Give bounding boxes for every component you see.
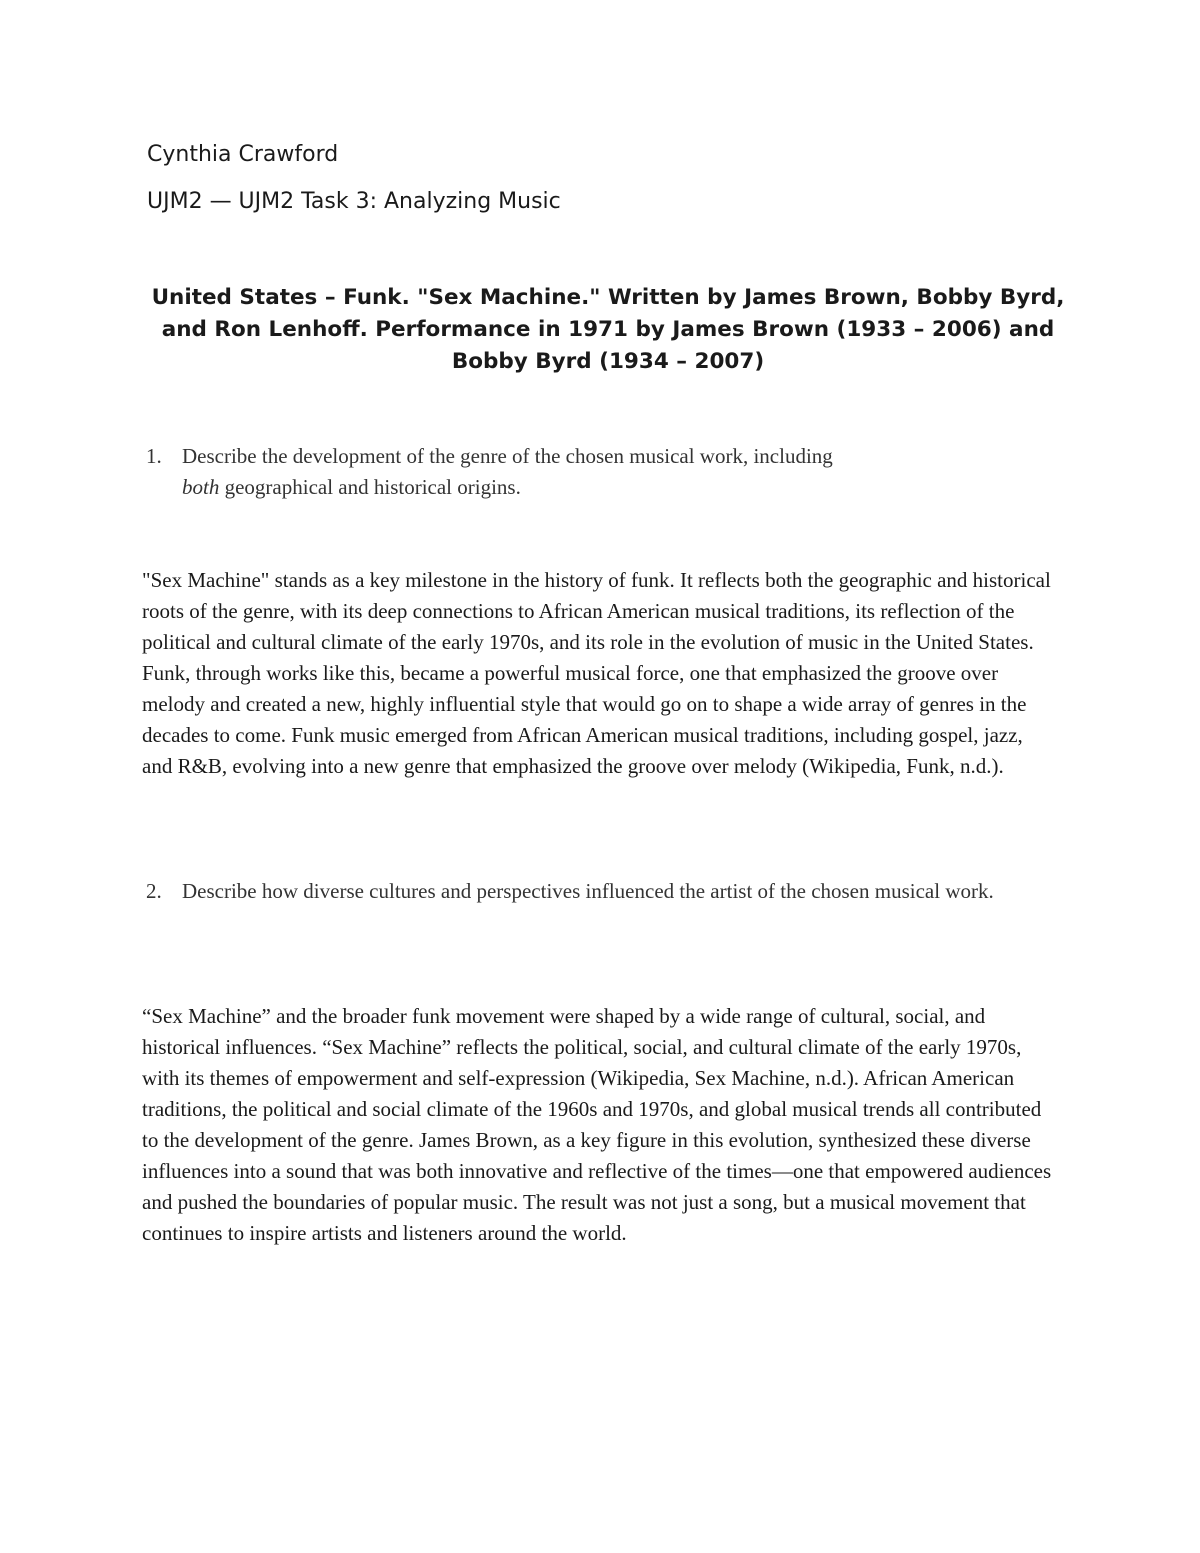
course-title: UJM2 — UJM2 Task 3: Analyzing Music xyxy=(147,189,561,214)
question-text-part: geographical and historical origins. xyxy=(219,475,521,499)
question-number: 1. xyxy=(146,444,162,468)
work-title: United States – Funk. "Sex Machine." Written by James Brown, Bobby Byrd, and Ron Lenhoff. Performance in 1971 by James Brown (1933 – 2006) and Bobby Byrd (1934 – 2007) xyxy=(151,285,1065,374)
question-number: 2. xyxy=(146,879,162,903)
answer-2: “Sex Machine” and the broader funk movement were shaped by a wide range of cultural, social, and historical influences. “Sex Machine” reflects the political, social, and cultural climate of the early 1970s, with its themes of empowerment and self-expression (Wikipedia, Sex Machine, n.d.). African American traditions, the political and social climate of the 1960s and 1970s, and global musical trends all contributed to the development of the genre. James Brown, as a key figure in this evolution, synthesized these diverse influences into a sound that was both innovative and reflective of the times—one that empowered audiences and pushed the boundaries of popular music. The result was not just a song, but a musical movement that continues to inspire artists and listeners around the world. xyxy=(142,1004,1052,1245)
question-text: Describe how diverse cultures and perspectives influenced the artist of the chosen musical work. xyxy=(182,879,994,903)
answer-1: "Sex Machine" stands as a key milestone in the history of funk. It reflects both the geographic and historical roots of the genre, with its deep connections to African American musical traditions, its reflection of the political and cultural climate of the early 1970s, and its role in the evolution of music in the United States. Funk, through works like this, became a powerful musical force, one that emphasized the groove over melody and created a new, highly influential style that would go on to shape a wide array of genres in the decades to come. Funk music emerged from African American musical traditions, including gospel, jazz, and R&B, evolving into a new genre that emphasized the groove over melody (Wikipedia, Funk, n.d.). xyxy=(142,568,1051,778)
question-2 xyxy=(146,876,1046,907)
author-name: Cynthia Crawford xyxy=(147,142,339,167)
question-text xyxy=(182,441,846,503)
question-1 xyxy=(146,441,846,503)
question-emphasis: both xyxy=(182,475,220,499)
question-text-part: Describe the development of the genre of the chosen musical work, including xyxy=(182,444,833,468)
